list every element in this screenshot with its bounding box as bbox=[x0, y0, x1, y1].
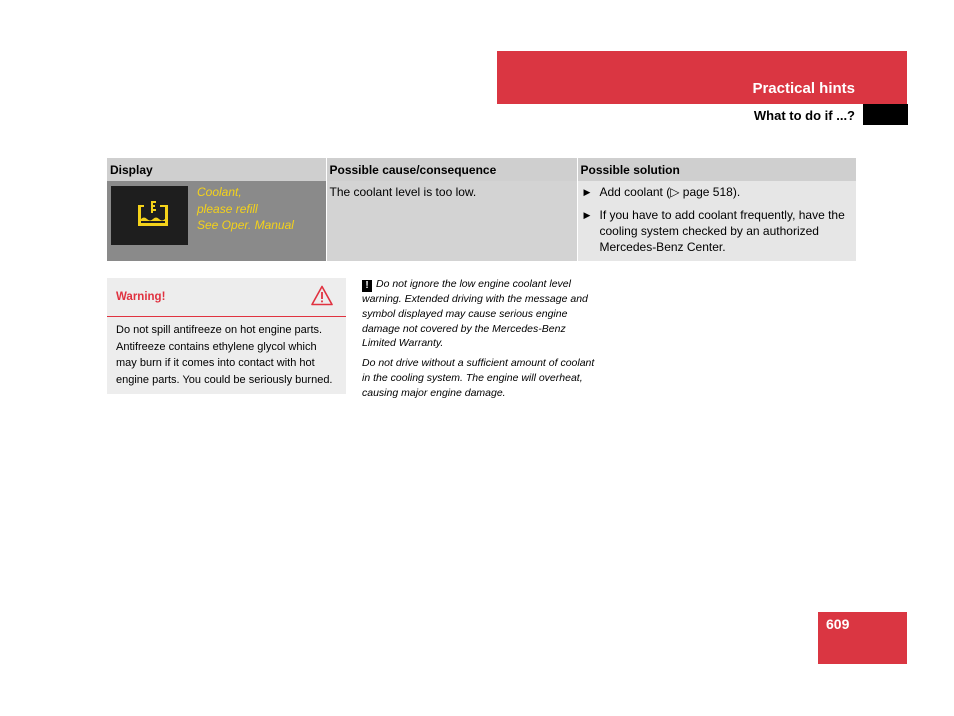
coolant-level-icon bbox=[111, 186, 188, 245]
warning-text: Do not spill antifreeze on hot engine parts. Antifreeze contains ethylene glycol which may burn if it comes into contact with hot engine parts. You could be seriously burned. bbox=[116, 324, 333, 386]
notice-text-1: Do not ignore the low engine coolant level warning. Extended driving with the message and symbol displayed may cause serious engine damage not covered by the Mercedes-Benz Limited Warranty. bbox=[362, 278, 588, 350]
display-message bbox=[197, 184, 294, 234]
message-table bbox=[107, 158, 856, 261]
cause-cell: The coolant level is too low. bbox=[326, 181, 577, 261]
warning-label: Warning! bbox=[116, 291, 166, 303]
page-number: 609 bbox=[826, 616, 850, 632]
warning-triangle-icon bbox=[311, 285, 333, 306]
column-header-display: Display bbox=[107, 158, 326, 181]
notice-paragraph bbox=[362, 277, 602, 351]
page-number-tab bbox=[818, 612, 907, 664]
table-row bbox=[107, 181, 856, 261]
solution-item bbox=[581, 184, 854, 200]
solution-text: Add coolant (▷ page 518). bbox=[599, 185, 741, 199]
solution-text: If you have to add coolant frequently, have the cooling system checked by an authorized Mercedes-Benz Center. bbox=[599, 208, 845, 254]
notice-block bbox=[362, 277, 602, 406]
display-cell bbox=[107, 181, 326, 261]
display-line-3: See Oper. Manual bbox=[197, 218, 294, 232]
section-title: Practical hints bbox=[752, 80, 855, 97]
exclamation-icon: ! bbox=[362, 280, 372, 292]
solution-cell bbox=[577, 181, 856, 261]
display-line-1: Coolant, bbox=[197, 185, 242, 199]
column-header-solution: Possible solution bbox=[577, 158, 856, 181]
warning-header bbox=[107, 278, 346, 317]
column-header-cause: Possible cause/consequence bbox=[326, 158, 577, 181]
bullet-icon: ▶ bbox=[583, 187, 591, 197]
subsection-title: What to do if ...? bbox=[753, 108, 855, 123]
chapter-tab bbox=[863, 104, 908, 125]
solution-item bbox=[581, 207, 854, 255]
warning-box bbox=[107, 278, 346, 394]
table-header-row bbox=[107, 158, 856, 181]
notice-paragraph: Do not drive without a sufficient amount of coolant in the cooling system. The engine will overheat, causing major engine damage. bbox=[362, 357, 595, 399]
display-screen bbox=[111, 186, 188, 245]
display-line-2: please refill bbox=[197, 201, 258, 216]
bullet-icon: ▶ bbox=[583, 210, 591, 220]
